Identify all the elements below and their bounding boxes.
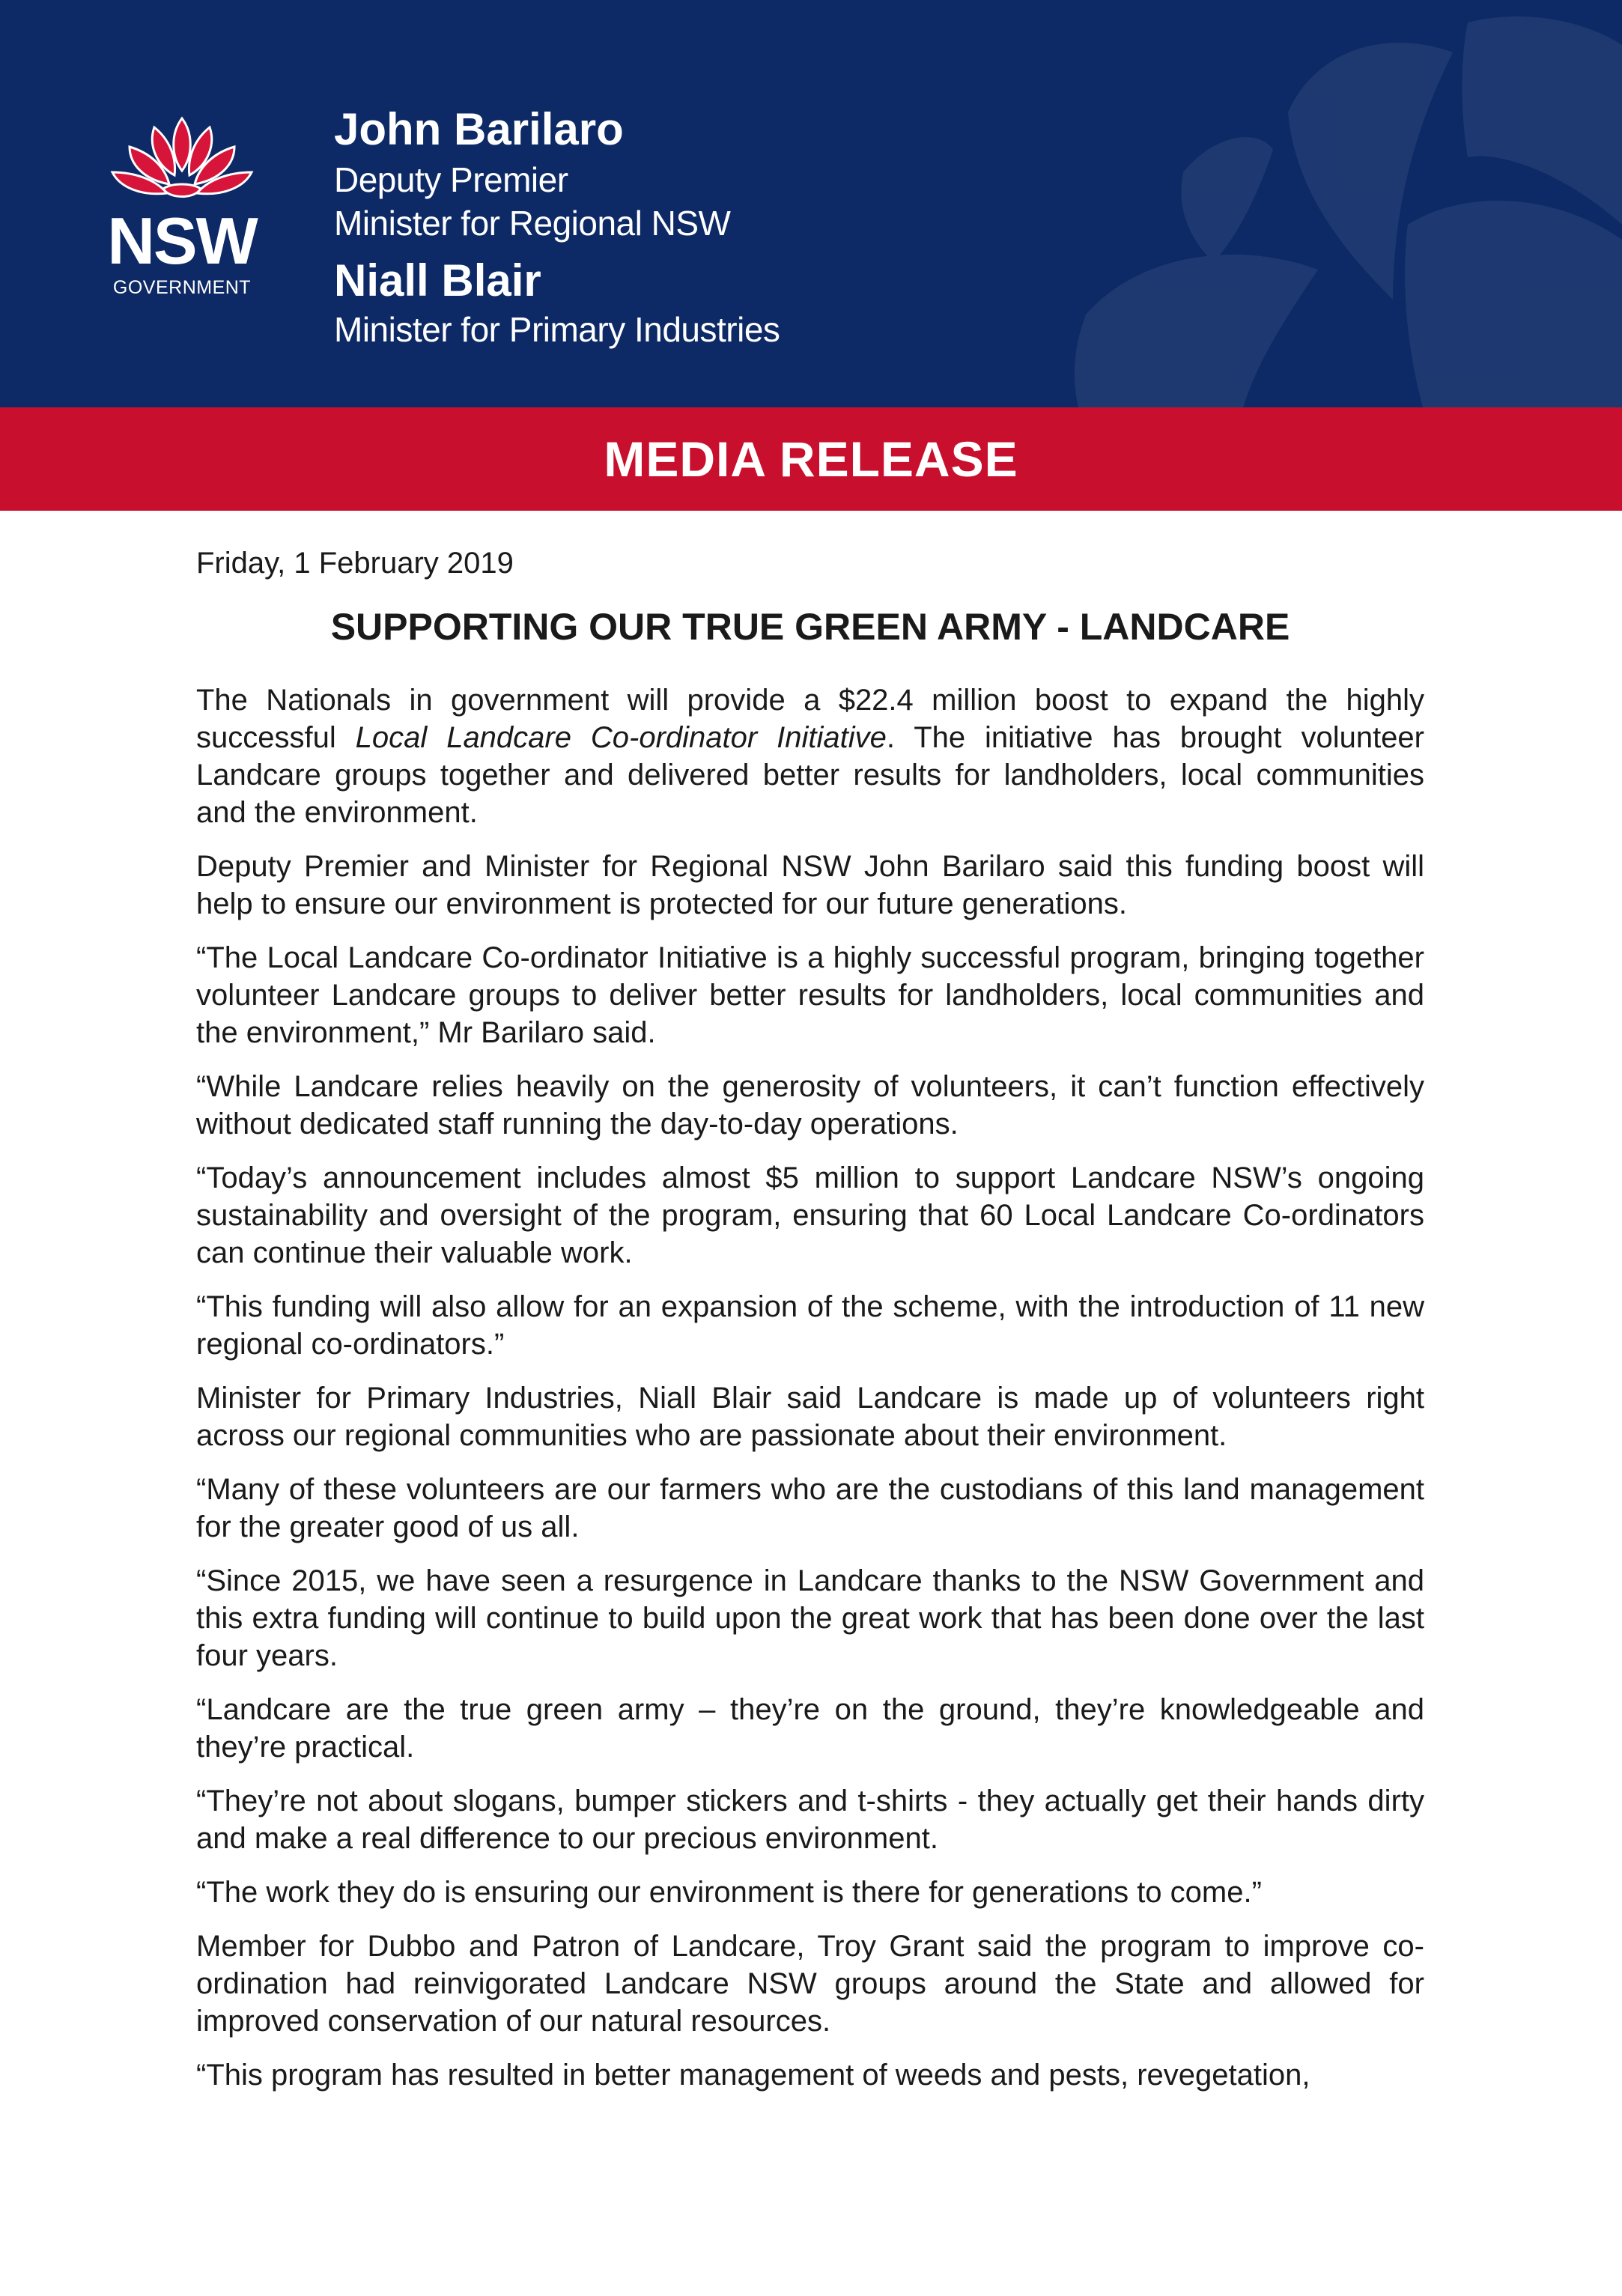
- paragraph: “The Local Landcare Co-ordinator Initiative is a highly successful program, bringing together volunteer Landcare groups to deliver better results for landholders, local communities and the environment,” Mr Barilaro said.: [196, 941, 1424, 1049]
- header: [0, 0, 1622, 407]
- release-date: Friday, 1 February 2019: [196, 547, 514, 580]
- logo-wordmark: NSW: [107, 204, 257, 278]
- headline: SUPPORTING OUR TRUE GREEN ARMY - LANDCARE: [330, 606, 1290, 648]
- paragraph: Minister for Primary Industries, Niall Blair said Landcare is made up of volunteers right across our regional communities who are passionate about their environment.: [196, 1382, 1424, 1452]
- minister-role: Deputy Premier: [334, 160, 568, 199]
- initiative-name: Local Landcare Co-ordinator Initiative: [355, 721, 887, 754]
- minister-name: John Barilaro: [334, 104, 624, 154]
- paragraph: “This funding will also allow for an expansion of the scheme, with the introduction of 11 new regional co-ordinators.”: [196, 1290, 1424, 1361]
- paragraph: Deputy Premier and Minister for Regional NSW John Barilaro said this funding boost will help to ensure our environment is protected for our future generations.: [196, 850, 1424, 920]
- media-release-banner: [0, 407, 1622, 511]
- article-body: [196, 681, 1424, 2110]
- minister-role: Minister for Regional NSW: [334, 204, 731, 243]
- paragraph: “They’re not about slogans, bumper stickers and t-shirts - they actually get their hands dirty and make a real difference to our precious environment.: [196, 1785, 1424, 1855]
- waratah-icon: [96, 111, 268, 208]
- paragraph: “Today’s announcement includes almost $5 million to support Landcare NSW’s ongoing sustainability and oversight of the program, ensuring that 60 Local Landcare Co-ordinators can continue their valuable work.: [196, 1161, 1424, 1269]
- paragraph: “Since 2015, we have seen a resurgence in Landcare thanks to the NSW Government and this extra funding will continue to build upon the great work that has been done over the last four years.: [196, 1564, 1424, 1672]
- paragraph: “Many of these volunteers are our farmers who are the custodians of this land management for the greater good of us all.: [196, 1473, 1424, 1543]
- minister-role: Minister for Primary Industries: [334, 310, 780, 349]
- minister-name: Niall Blair: [334, 255, 541, 306]
- paragraph: Member for Dubbo and Patron of Landcare, Troy Grant said the program to improve co-ordination had reinvigorated Landcare NSW groups around the State and allowed for improved conservation of our natural resources.: [196, 1930, 1424, 2038]
- paragraph: “The work they do is ensuring our environment is there for generations to come.”: [196, 1876, 1262, 1909]
- paragraph: “While Landcare relies heavily on the generosity of volunteers, it can’t function effectively without dedicated staff running the day-to-day operations.: [196, 1070, 1424, 1141]
- paragraph: “Landcare are the true green army – they’re on the ground, they’re knowledgeable and they’re practical.: [196, 1693, 1424, 1764]
- paragraph: “This program has resulted in better management of weeds and pests, revegetation,: [196, 2059, 1310, 2092]
- logo-subtitle: GOVERNMENT: [112, 277, 252, 298]
- banner-title: MEDIA RELEASE: [604, 431, 1018, 487]
- intro-paragraph: The Nationals in government will provide a $22.4 million boost to expand the highly successful Local Landcare Co-ordinator Initiative. The initiative has brought volunteer Landcare groups together and delivered better results for landholders, local communities and the environment.: [196, 684, 1424, 829]
- nsw-government-logo: [96, 111, 268, 306]
